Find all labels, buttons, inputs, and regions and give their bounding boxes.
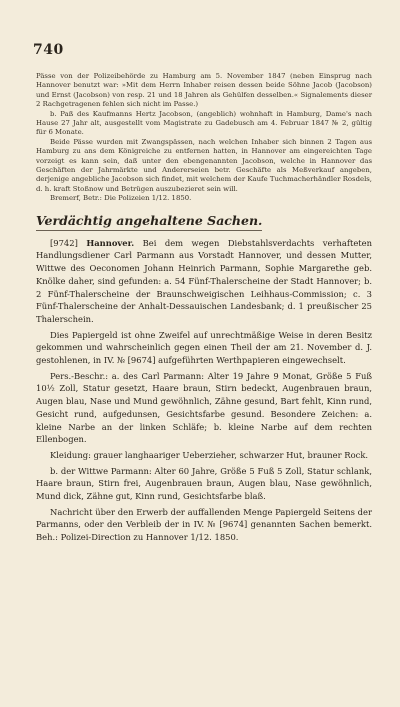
paragraph: Nachricht über den Erwerb der auffallenden Menge Papiergeld Seitens der Parmanns, oder den Verbleib der in IV. № [9674] genannten Sachen bemerkt. Beh.: Polizei-Direction zu Hannover 1/12. 1850. — [36, 506, 372, 543]
section-heading: Verdächtig angehaltene Sachen. — [36, 213, 262, 231]
paragraph: b. der Wittwe Parmann: Alter 60 Jahre, Größe 5 Fuß 5 Zoll, Statur schlank, Haare braun, Stirn frei, Augenbrauen braun, Augen blau, Nase gewöhnlich, Mund dick, Zähne gut, Kinn rund, Gesichtsfarbe blaß. — [36, 465, 372, 502]
article-city: Hannover. — [86, 237, 135, 248]
article-ref: [9742] — [50, 237, 78, 248]
paragraph: Pers.-Beschr.: a. des Carl Parmann: Alter 19 Jahre 9 Monat, Größe 5 Fuß 10½ Zoll, Statur gesetzt, Haare braun, Stirn bedeckt, Augenbrauen braun, Augen blau, Nase und Mund gewöhnlich, Zähne gesund, Bart fehlt, Kinn rund, Gesicht rund, aufgedunsen, Gesichtsfarbe gesund. Besondere Zeichen: a. kleine Narbe an der linken Schläfe; b. kleine Narbe auf dem rechten Ellenbogen. — [36, 370, 372, 445]
article — [36, 237, 372, 544]
paragraph: Kleidung: grauer langhaariger Ueberzieher, schwarzer Hut, brauner Rock. — [50, 449, 369, 460]
previous-article-tail — [36, 72, 372, 204]
page-number: 740 — [33, 42, 64, 58]
paragraph: b. Paß des Kaufmanns Hertz Jacobson, (angeblich) wohnhaft in Hamburg, Dame's nach Hause 27 Jahr alt, ausgestellt vom Magistrate zu Gadebusch am 4. Februar 1847 № 2, gültig für 6 Monate. — [36, 109, 372, 137]
paragraph: Pässe von der Polizeibehörde zu Hamburg am 5. November 1847 (neben Einsprug nach Hannover benutzt war: »Mit dem Herrn Inhaber reisen dessen beide Söhne Jacob (Jacobson) und Ernst (Jacobson) von resp. 21 und 18 Jahren als Gehülfen desselben.« Signalements dieser 2 Rachgetragenen fehlen sich nicht im Passe.) — [36, 72, 372, 109]
paragraph: Dies Papiergeld ist ohne Zweifel auf unrechtmäßige Weise in deren Besitz gekommen und wahrscheinlich gegen einen Theil der am 21. November d. J. gestohlenen, in IV. № [9674] aufgeführten Werthpapieren eingewechselt. — [36, 329, 372, 366]
article-lead — [36, 237, 372, 326]
paragraph: Bremerf, Betr.: Die Polizeien 1/12. 1850. — [50, 194, 192, 203]
paragraph-text: Bei dem wegen Diebstahlsverdachts verhafteten Handlungsdiener Carl Parmann aus Vorstadt Hannover, und dessen Mutter, Wittwe des Oeconomen Johann Heinrich Parmann, Sophie Margarethe geb. Knölke daher, sind gefunden: a. 54 Fünf-Thalerscheine der Stadt Hannover; b. 2 Fünf-Thalerscheine der Braunschweigischen Leihhaus-Commission; c. 3 Fünf-Thalerscheine der Anhalt-Dessauischen Landesbank; d. 1 preußischer 25 Thalerschein. — [36, 237, 373, 324]
paragraph: Beide Pässe wurden mit Zwangspässen, nach welchen Inhaber sich binnen 2 Tagen aus Hamburg zu ans dem Königreiche zu entfernen hatten, in Hannover am eingereichten Tage vorzeigt es kann sein, daß unter den ebengenannten Jacobson, welche in Hannover das Geschäften der Jahrmärkte und Andererseien betr. Geschäfte als Meßverkauf angeben, derjenige angebliche Jacobson sich findet, mit welchem der Kaufe Tuchmacherhändler Rosdels, d. h. kraft Stoßnow und Betrügen auszubezieret sein will. — [36, 137, 372, 193]
